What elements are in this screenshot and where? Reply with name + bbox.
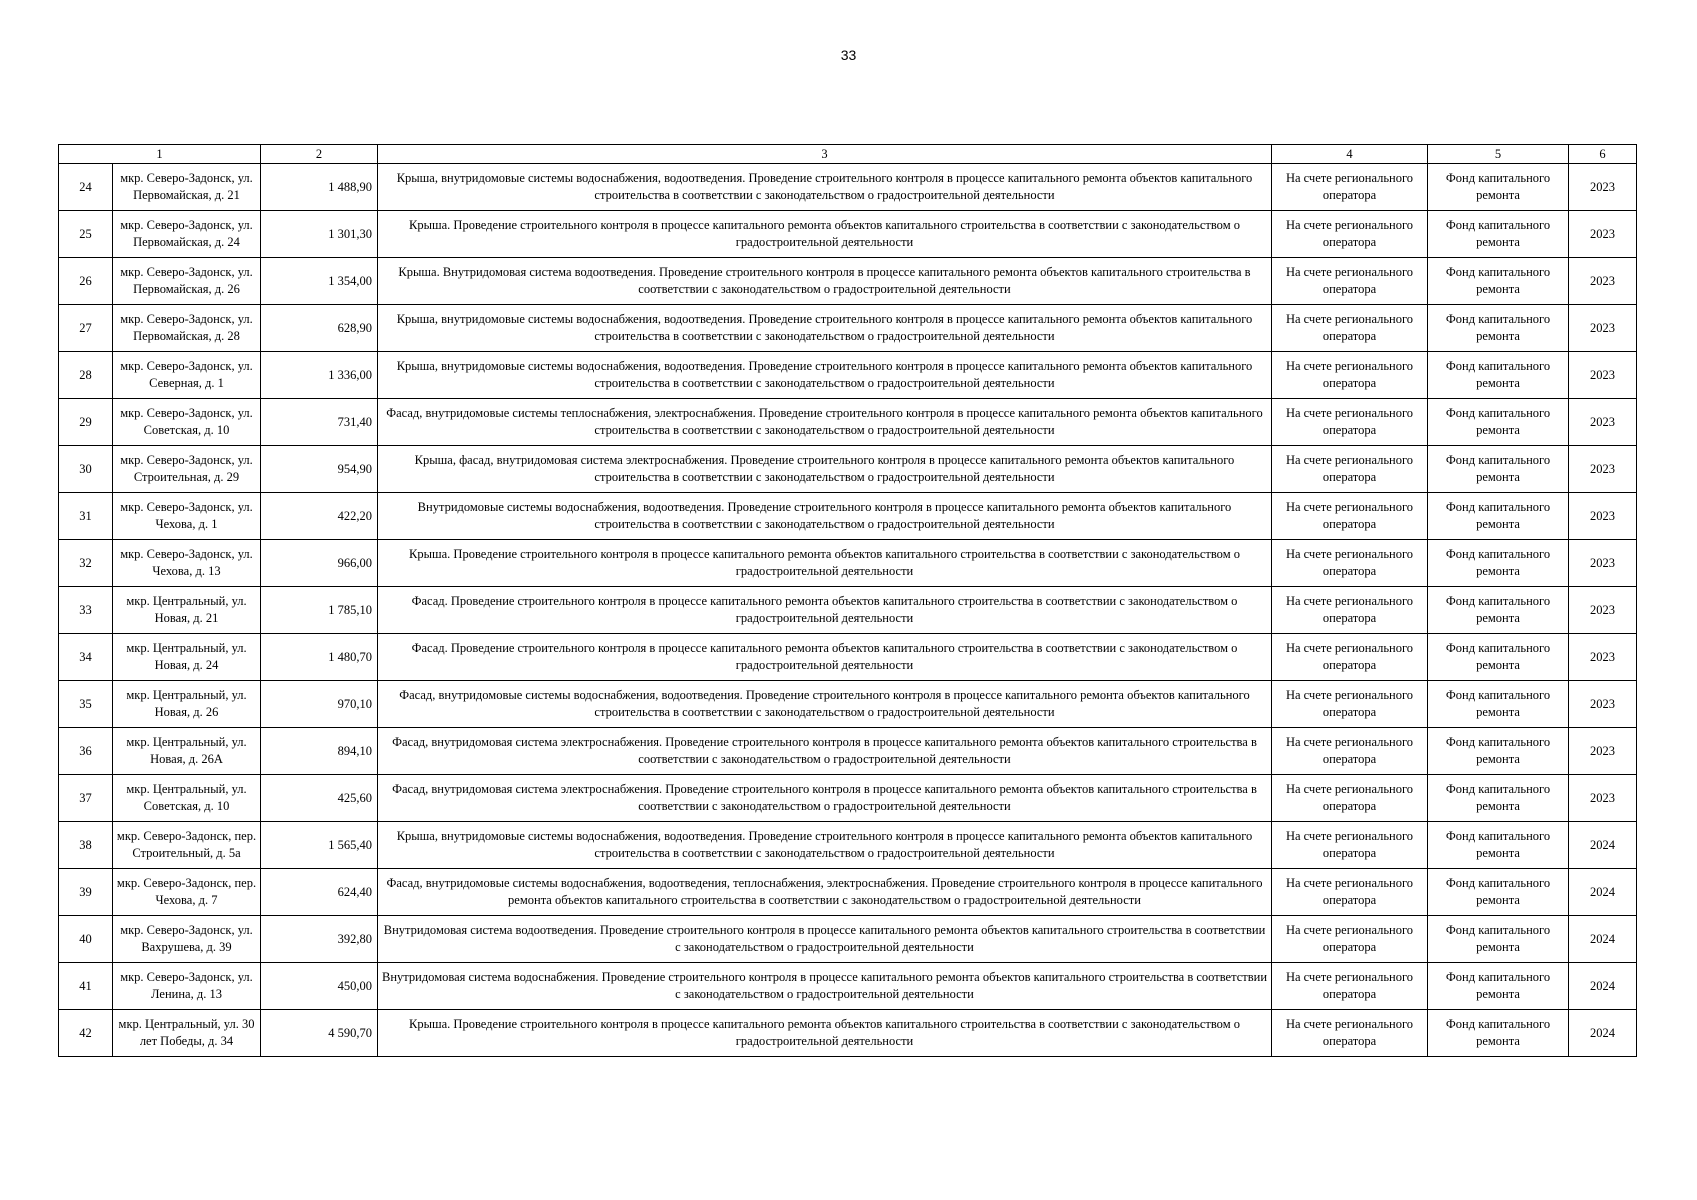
funding-source-cell: Фонд капитального ремонта <box>1428 1010 1569 1057</box>
table-row <box>59 258 1637 305</box>
row-number: 32 <box>59 540 113 587</box>
row-number: 33 <box>59 587 113 634</box>
page-number: 33 <box>840 47 857 63</box>
funding-source-cell: Фонд капитального ремонта <box>1428 540 1569 587</box>
works-cell: Фасад. Проведение строительного контроля в процессе капитального ремонта объектов капитального строительства в соответствии с законодательством о градостроительной деятельности <box>378 634 1272 681</box>
table-row <box>59 164 1637 211</box>
address-cell: мкр. Северо-Задонск, пер. Строительный, д. 5а <box>113 822 261 869</box>
year-cell: 2024 <box>1569 1010 1637 1057</box>
fund-method-cell: На счете регионального оператора <box>1272 634 1428 681</box>
row-number: 26 <box>59 258 113 305</box>
funding-source-cell: Фонд капитального ремонта <box>1428 869 1569 916</box>
address-cell: мкр. Северо-Задонск, ул. Чехова, д. 13 <box>113 540 261 587</box>
year-cell: 2024 <box>1569 869 1637 916</box>
table-row <box>59 399 1637 446</box>
year-cell: 2024 <box>1569 822 1637 869</box>
year-cell: 2023 <box>1569 352 1637 399</box>
table-row <box>59 916 1637 963</box>
area-cell: 628,90 <box>261 305 378 352</box>
header-col-4: 4 <box>1272 145 1428 164</box>
address-cell: мкр. Центральный, ул. Новая, д. 21 <box>113 587 261 634</box>
funding-source-cell: Фонд капитального ремонта <box>1428 916 1569 963</box>
area-cell: 1 488,90 <box>261 164 378 211</box>
table-row <box>59 634 1637 681</box>
works-cell: Внутридомовая система водоотведения. Проведение строительного контроля в процессе капитального ремонта объектов капитального строительства в соответствии с законодательством о градостроительной деятельности <box>378 916 1272 963</box>
funding-source-cell: Фонд капитального ремонта <box>1428 963 1569 1010</box>
row-number: 37 <box>59 775 113 822</box>
row-number: 39 <box>59 869 113 916</box>
fund-method-cell: На счете регионального оператора <box>1272 1010 1428 1057</box>
year-cell: 2023 <box>1569 211 1637 258</box>
table-row <box>59 540 1637 587</box>
row-number: 35 <box>59 681 113 728</box>
fund-method-cell: На счете регионального оператора <box>1272 493 1428 540</box>
address-cell: мкр. Северо-Задонск, ул. Советская, д. 10 <box>113 399 261 446</box>
funding-source-cell: Фонд капитального ремонта <box>1428 352 1569 399</box>
funding-source-cell: Фонд капитального ремонта <box>1428 258 1569 305</box>
table-row <box>59 775 1637 822</box>
row-number: 34 <box>59 634 113 681</box>
address-cell: мкр. Центральный, ул. Новая, д. 26А <box>113 728 261 775</box>
area-cell: 422,20 <box>261 493 378 540</box>
funding-source-cell: Фонд капитального ремонта <box>1428 822 1569 869</box>
works-cell: Крыша, внутридомовые системы водоснабжения, водоотведения. Проведение строительного контроля в процессе капитального ремонта объектов капитального строительства в соответствии с законодательством о градостроительной деятельности <box>378 164 1272 211</box>
address-cell: мкр. Северо-Задонск, ул. Первомайская, д. 21 <box>113 164 261 211</box>
works-cell: Фасад, внутридомовые системы водоснабжения, водоотведения. Проведение строительного контроля в процессе капитального ремонта объектов капитального строительства в соответствии с законодательством о градостроительной деятельности <box>378 681 1272 728</box>
fund-method-cell: На счете регионального оператора <box>1272 587 1428 634</box>
works-cell: Крыша. Проведение строительного контроля в процессе капитального ремонта объектов капитального строительства в соответствии с законодательством о градостроительной деятельности <box>378 540 1272 587</box>
fund-method-cell: На счете регионального оператора <box>1272 963 1428 1010</box>
row-number: 38 <box>59 822 113 869</box>
table-row <box>59 352 1637 399</box>
table-row <box>59 1010 1637 1057</box>
table-row <box>59 681 1637 728</box>
funding-source-cell: Фонд капитального ремонта <box>1428 775 1569 822</box>
works-cell: Фасад, внутридомовые системы водоснабжения, водоотведения, теплоснабжения, электроснабжения. Проведение строительного контроля в процессе капитального ремонта объектов капитального строительства в соответствии с законодательством о градостроительной деятельности <box>378 869 1272 916</box>
fund-method-cell: На счете регионального оператора <box>1272 681 1428 728</box>
year-cell: 2023 <box>1569 775 1637 822</box>
fund-method-cell: На счете регионального оператора <box>1272 211 1428 258</box>
row-number: 28 <box>59 352 113 399</box>
works-cell: Крыша, фасад, внутридомовая система электроснабжения. Проведение строительного контроля в процессе капитального ремонта объектов капитального строительства в соответствии с законодательством о градостроительной деятельности <box>378 446 1272 493</box>
row-number: 30 <box>59 446 113 493</box>
fund-method-cell: На счете регионального оператора <box>1272 775 1428 822</box>
year-cell: 2023 <box>1569 493 1637 540</box>
year-cell: 2023 <box>1569 305 1637 352</box>
area-cell: 1 336,00 <box>261 352 378 399</box>
address-cell: мкр. Северо-Задонск, ул. Первомайская, д. 26 <box>113 258 261 305</box>
table-row <box>59 305 1637 352</box>
funding-source-cell: Фонд капитального ремонта <box>1428 399 1569 446</box>
address-cell: мкр. Северо-Задонск, ул. Первомайская, д. 28 <box>113 305 261 352</box>
table-row <box>59 822 1637 869</box>
funding-source-cell: Фонд капитального ремонта <box>1428 681 1569 728</box>
address-cell: мкр. Центральный, ул. Новая, д. 24 <box>113 634 261 681</box>
row-number: 36 <box>59 728 113 775</box>
header-col-5: 5 <box>1428 145 1569 164</box>
row-number: 27 <box>59 305 113 352</box>
year-cell: 2023 <box>1569 258 1637 305</box>
address-cell: мкр. Центральный, ул. Новая, д. 26 <box>113 681 261 728</box>
area-cell: 1 565,40 <box>261 822 378 869</box>
area-cell: 392,80 <box>261 916 378 963</box>
address-cell: мкр. Центральный, ул. 30 лет Победы, д. 34 <box>113 1010 261 1057</box>
fund-method-cell: На счете регионального оператора <box>1272 352 1428 399</box>
header-col-6: 6 <box>1569 145 1637 164</box>
year-cell: 2024 <box>1569 963 1637 1010</box>
area-cell: 624,40 <box>261 869 378 916</box>
header-col-3: 3 <box>378 145 1272 164</box>
table-row <box>59 869 1637 916</box>
works-cell: Фасад. Проведение строительного контроля в процессе капитального ремонта объектов капитального строительства в соответствии с законодательством о градостроительной деятельности <box>378 587 1272 634</box>
year-cell: 2023 <box>1569 634 1637 681</box>
header-col-2: 2 <box>261 145 378 164</box>
works-cell: Внутридомовые системы водоснабжения, водоотведения. Проведение строительного контроля в процессе капитального ремонта объектов капитального строительства в соответствии с законодательством о градостроительной деятельности <box>378 493 1272 540</box>
header-row <box>59 145 1637 164</box>
year-cell: 2023 <box>1569 446 1637 493</box>
row-number: 31 <box>59 493 113 540</box>
address-cell: мкр. Северо-Задонск, ул. Вахрушева, д. 39 <box>113 916 261 963</box>
funding-source-cell: Фонд капитального ремонта <box>1428 493 1569 540</box>
fund-method-cell: На счете регионального оператора <box>1272 822 1428 869</box>
works-cell: Крыша. Внутридомовая система водоотведения. Проведение строительного контроля в процессе капитального ремонта объектов капитального строительства в соответствии с законодательством о градостроительной деятельности <box>378 258 1272 305</box>
funding-source-cell: Фонд капитального ремонта <box>1428 587 1569 634</box>
works-cell: Внутридомовая система водоснабжения. Проведение строительного контроля в процессе капитального ремонта объектов капитального строительства в соответствии с законодательством о градостроительной деятельности <box>378 963 1272 1010</box>
table-row <box>59 493 1637 540</box>
fund-method-cell: На счете регионального оператора <box>1272 305 1428 352</box>
address-cell: мкр. Северо-Задонск, ул. Строительная, д. 29 <box>113 446 261 493</box>
fund-method-cell: На счете регионального оператора <box>1272 540 1428 587</box>
works-cell: Фасад, внутридомовые системы теплоснабжения, электроснабжения. Проведение строительного контроля в процессе капитального ремонта объектов капитального строительства в соответствии с законодательством о градостроительной деятельности <box>378 399 1272 446</box>
row-number: 24 <box>59 164 113 211</box>
header-col-1: 1 <box>59 145 261 164</box>
year-cell: 2023 <box>1569 587 1637 634</box>
address-cell: мкр. Северо-Задонск, ул. Ленина, д. 13 <box>113 963 261 1010</box>
table-row <box>59 728 1637 775</box>
address-cell: мкр. Северо-Задонск, ул. Чехова, д. 1 <box>113 493 261 540</box>
fund-method-cell: На счете регионального оператора <box>1272 258 1428 305</box>
works-cell: Крыша. Проведение строительного контроля в процессе капитального ремонта объектов капитального строительства в соответствии с законодательством о градостроительной деятельности <box>378 1010 1272 1057</box>
area-cell: 970,10 <box>261 681 378 728</box>
area-cell: 731,40 <box>261 399 378 446</box>
works-cell: Фасад, внутридомовая система электроснабжения. Проведение строительного контроля в процессе капитального ремонта объектов капитального строительства в соответствии с законодательством о градостроительной деятельности <box>378 775 1272 822</box>
area-cell: 450,00 <box>261 963 378 1010</box>
area-cell: 425,60 <box>261 775 378 822</box>
year-cell: 2024 <box>1569 916 1637 963</box>
fund-method-cell: На счете регионального оператора <box>1272 869 1428 916</box>
table-row <box>59 446 1637 493</box>
funding-source-cell: Фонд капитального ремонта <box>1428 164 1569 211</box>
year-cell: 2023 <box>1569 681 1637 728</box>
row-number: 40 <box>59 916 113 963</box>
funding-source-cell: Фонд капитального ремонта <box>1428 211 1569 258</box>
fund-method-cell: На счете регионального оператора <box>1272 916 1428 963</box>
row-number: 41 <box>59 963 113 1010</box>
area-cell: 1 354,00 <box>261 258 378 305</box>
address-cell: мкр. Центральный, ул. Советская, д. 10 <box>113 775 261 822</box>
row-number: 29 <box>59 399 113 446</box>
area-cell: 1 785,10 <box>261 587 378 634</box>
works-cell: Крыша, внутридомовые системы водоснабжения, водоотведения. Проведение строительного контроля в процессе капитального ремонта объектов капитального строительства в соответствии с законодательством о градостроительной деятельности <box>378 305 1272 352</box>
table-row <box>59 587 1637 634</box>
year-cell: 2023 <box>1569 164 1637 211</box>
year-cell: 2023 <box>1569 399 1637 446</box>
area-cell: 954,90 <box>261 446 378 493</box>
year-cell: 2023 <box>1569 728 1637 775</box>
works-cell: Крыша. Проведение строительного контроля в процессе капитального ремонта объектов капитального строительства в соответствии с законодательством о градостроительной деятельности <box>378 211 1272 258</box>
table-body <box>59 164 1637 1057</box>
funding-source-cell: Фонд капитального ремонта <box>1428 634 1569 681</box>
repair-schedule-table <box>58 144 1637 1057</box>
area-cell: 4 590,70 <box>261 1010 378 1057</box>
fund-method-cell: На счете регионального оператора <box>1272 164 1428 211</box>
works-cell: Крыша, внутридомовые системы водоснабжения, водоотведения. Проведение строительного контроля в процессе капитального ремонта объектов капитального строительства в соответствии с законодательством о градостроительной деятельности <box>378 352 1272 399</box>
address-cell: мкр. Северо-Задонск, пер. Чехова, д. 7 <box>113 869 261 916</box>
area-cell: 1 480,70 <box>261 634 378 681</box>
fund-method-cell: На счете регионального оператора <box>1272 728 1428 775</box>
address-cell: мкр. Северо-Задонск, ул. Северная, д. 1 <box>113 352 261 399</box>
fund-method-cell: На счете регионального оператора <box>1272 446 1428 493</box>
table-row <box>59 963 1637 1010</box>
area-cell: 1 301,30 <box>261 211 378 258</box>
year-cell: 2023 <box>1569 540 1637 587</box>
funding-source-cell: Фонд капитального ремонта <box>1428 305 1569 352</box>
table-row <box>59 211 1637 258</box>
area-cell: 894,10 <box>261 728 378 775</box>
row-number: 25 <box>59 211 113 258</box>
works-cell: Крыша, внутридомовые системы водоснабжения, водоотведения. Проведение строительного контроля в процессе капитального ремонта объектов капитального строительства в соответствии с законодательством о градостроительной деятельности <box>378 822 1272 869</box>
funding-source-cell: Фонд капитального ремонта <box>1428 728 1569 775</box>
area-cell: 966,00 <box>261 540 378 587</box>
row-number: 42 <box>59 1010 113 1057</box>
fund-method-cell: На счете регионального оператора <box>1272 399 1428 446</box>
works-cell: Фасад, внутридомовая система электроснабжения. Проведение строительного контроля в процессе капитального ремонта объектов капитального строительства в соответствии с законодательством о градостроительной деятельности <box>378 728 1272 775</box>
address-cell: мкр. Северо-Задонск, ул. Первомайская, д. 24 <box>113 211 261 258</box>
funding-source-cell: Фонд капитального ремонта <box>1428 446 1569 493</box>
